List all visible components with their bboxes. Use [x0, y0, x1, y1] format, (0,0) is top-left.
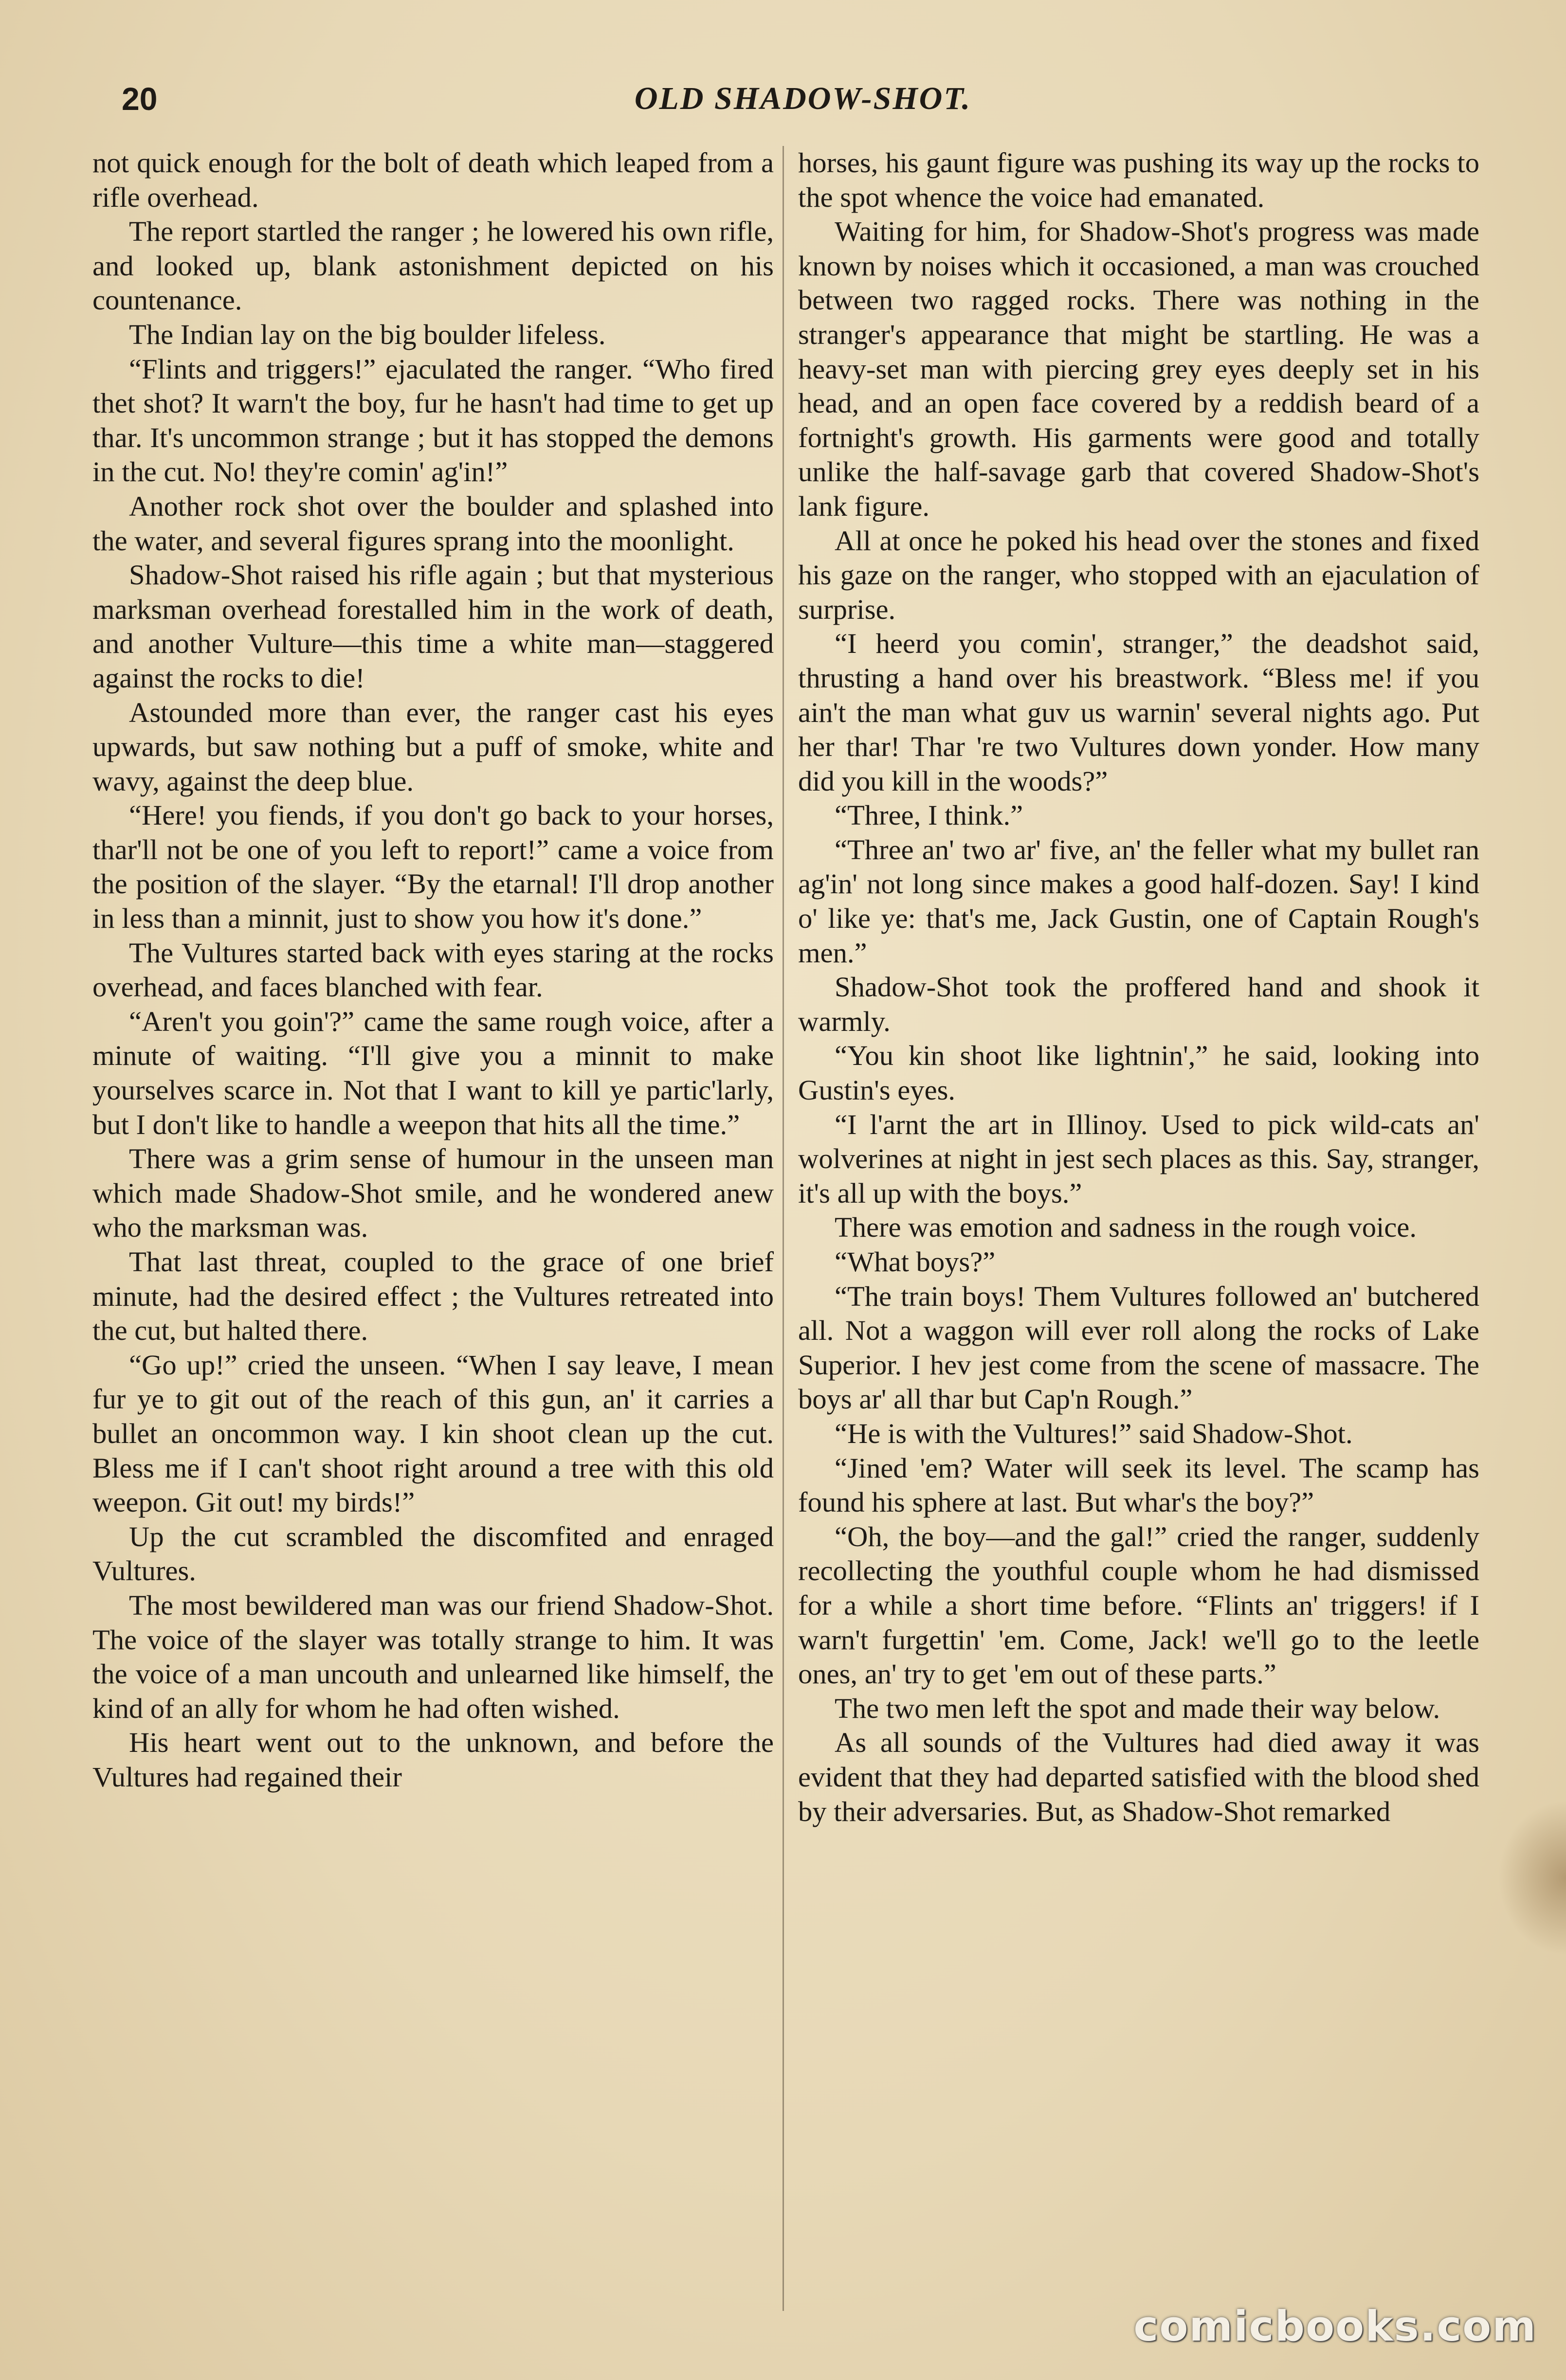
paragraph: “I heerd you comin', stranger,” the deadshot said, thrusting a hand over his breastwork. “Bless me! if you ain't the man what guv us warnin' several nights ago. Put her thar! Thar 're two Vultures down yonder. How many did you kill in the woods?”: [798, 628, 1479, 797]
page-number: 20: [122, 81, 158, 117]
paragraph: not quick enough for the bolt of death which leaped from a rifle overhead.: [92, 147, 774, 213]
paragraph: Shadow-Shot took the proffered hand and shook it warmly.: [798, 971, 1479, 1037]
paragraph: “Flints and triggers!” ejaculated the ranger. “Who fired thet shot? It warn't the boy, fur he hasn't had time to get up thar. It's uncommon strange ; but it has stopped the demons in the cut. No! they're comin' ag'in!”: [92, 353, 774, 488]
watermark-logo: comicbooks.com: [1133, 2302, 1537, 2351]
paragraph: “Here! you fiends, if you don't go back to your horses, thar'll not be one of you left to report!” came a voice from the position of the slayer. “By the etarnal! I'll drop another in less than a minnit, just to show you how it's done.”: [92, 799, 774, 935]
paragraph: That last threat, coupled to the grace of one brief minute, had the desired effect ; the Vultures retreated into the cut, but halted there.: [92, 1246, 774, 1347]
paragraph: “Three an' two ar' five, an' the feller what my bullet ran ag'in' not long since makes a good half-dozen. Say! I kind o' like ye: that's me, Jack Gustin, one of Captain Rough's men.”: [798, 833, 1479, 969]
paragraph: “Aren't you goin'?” came the same rough voice, after a minute of waiting. “I'll give you a minnit to make yourselves scarce in. Not that I want to kill ye partic'larly, but I don't like to handle a weepon that hits all the time.”: [92, 1005, 774, 1140]
paragraph: The Indian lay on the big boulder lifeless.: [129, 318, 606, 350]
paragraph: “Go up!” cried the unseen. “When I say leave, I mean fur ye to git out of the reach of this gun, an' it carries a bullet an oncommon way. I kin shoot clean up the cut. Bless me if I can't shoot right around a tree with this old weepon. Git out! my birds!”: [92, 1349, 774, 1518]
paragraph: There was a grim sense of humour in the unseen man which made Shadow-Shot smile, and he wondered anew who the marksman was.: [92, 1143, 774, 1244]
paragraph: Another rock shot over the boulder and splashed into the water, and several figures sprang into the moonlight.: [92, 490, 774, 557]
paragraph: The two men left the spot and made their way below.: [835, 1692, 1440, 1724]
column-divider: [783, 146, 784, 2311]
paragraph: “I l'arnt the art in Illinoy. Used to pick wild-cats an' wolverines at night in jest sech places as this. Say, stranger, it's all up with the boys.”: [798, 1108, 1479, 1209]
paragraph: All at once he poked his head over the stones and fixed his gaze on the ranger, who stopped with an ejaculation of surprise.: [798, 524, 1479, 625]
paragraph: “You kin shoot like lightnin',” he said, looking into Gustin's eyes.: [798, 1040, 1479, 1106]
paper-stain: [1498, 1800, 1566, 1956]
paragraph: “Three, I think.”: [835, 799, 1023, 831]
paragraph: “Jined 'em? Water will seek its level. The scamp has found his sphere at last. But whar's the boy?”: [798, 1452, 1479, 1518]
paragraph: horses, his gaunt figure was pushing its way up the rocks to the spot whence the voice had emanated.: [798, 147, 1479, 213]
paragraph: “What boys?”: [835, 1246, 996, 1278]
paragraph: His heart went out to the unknown, and before the Vultures had regained their: [92, 1727, 774, 1793]
paragraph: Waiting for him, for Shadow-Shot's progress was made known by noises which it occasioned, a man was crouched between two ragged rocks. There was nothing in the stranger's appearance that might be startling. He was a heavy-set man with piercing grey eyes deeply set in his head, and an open face covered by a reddish beard of a fortnight's growth. His garments were good and totally unlike the half-savage garb that covered Shadow-Shot's lank figure.: [798, 216, 1479, 522]
left-column: [92, 146, 774, 2301]
paragraph: “Oh, the boy—and the gal!” cried the ranger, suddenly recollecting the youthful couple whom he had dismissed for a while a short time before. “Flints an' triggers! if I warn't furgettin' 'em. Come, Jack! we'll go to the leetle ones, an' try to get 'em out of these parts.”: [798, 1520, 1479, 1690]
paragraph: As all sounds of the Vultures had died away it was evident that they had departed satisfied with the blood shed by their adversaries. But, as Shadow-Shot remarked: [798, 1727, 1479, 1827]
paragraph: Up the cut scrambled the discomfited and enraged Vultures.: [92, 1520, 774, 1587]
page-header: [122, 80, 1484, 134]
paragraph: “The train boys! Them Vultures followed an' butchered all. Not a waggon will ever roll along the rocks of Lake Superior. I hev jest come from the scene of massacre. The boys ar' all thar but Cap'n Rough.”: [798, 1280, 1479, 1415]
right-column: [798, 146, 1479, 2301]
running-title: OLD SHADOW-SHOT.: [634, 81, 972, 116]
paragraph: The report startled the ranger ; he lowered his own rifle, and looked up, blank astonishment depicted on his countenance.: [92, 216, 774, 316]
paragraph: The most bewildered man was our friend Shadow-Shot. The voice of the slayer was totally strange to him. It was the voice of a man uncouth and unlearned like himself, the kind of an ally for whom he had often wished.: [92, 1589, 774, 1724]
paragraph: Shadow-Shot raised his rifle again ; but that mysterious marksman overhead forestalled him in the work of death, and another Vulture—this time a white man—staggered against the rocks to die!: [92, 559, 774, 694]
paragraph: Astounded more than ever, the ranger cast his eyes upwards, but saw nothing but a puff of smoke, white and wavy, against the deep blue.: [92, 696, 774, 797]
paragraph: “He is with the Vultures!” said Shadow-Shot.: [835, 1417, 1353, 1449]
paragraph: The Vultures started back with eyes staring at the rocks overhead, and faces blanched with fear.: [92, 937, 774, 1003]
paragraph: There was emotion and sadness in the rough voice.: [835, 1211, 1417, 1244]
